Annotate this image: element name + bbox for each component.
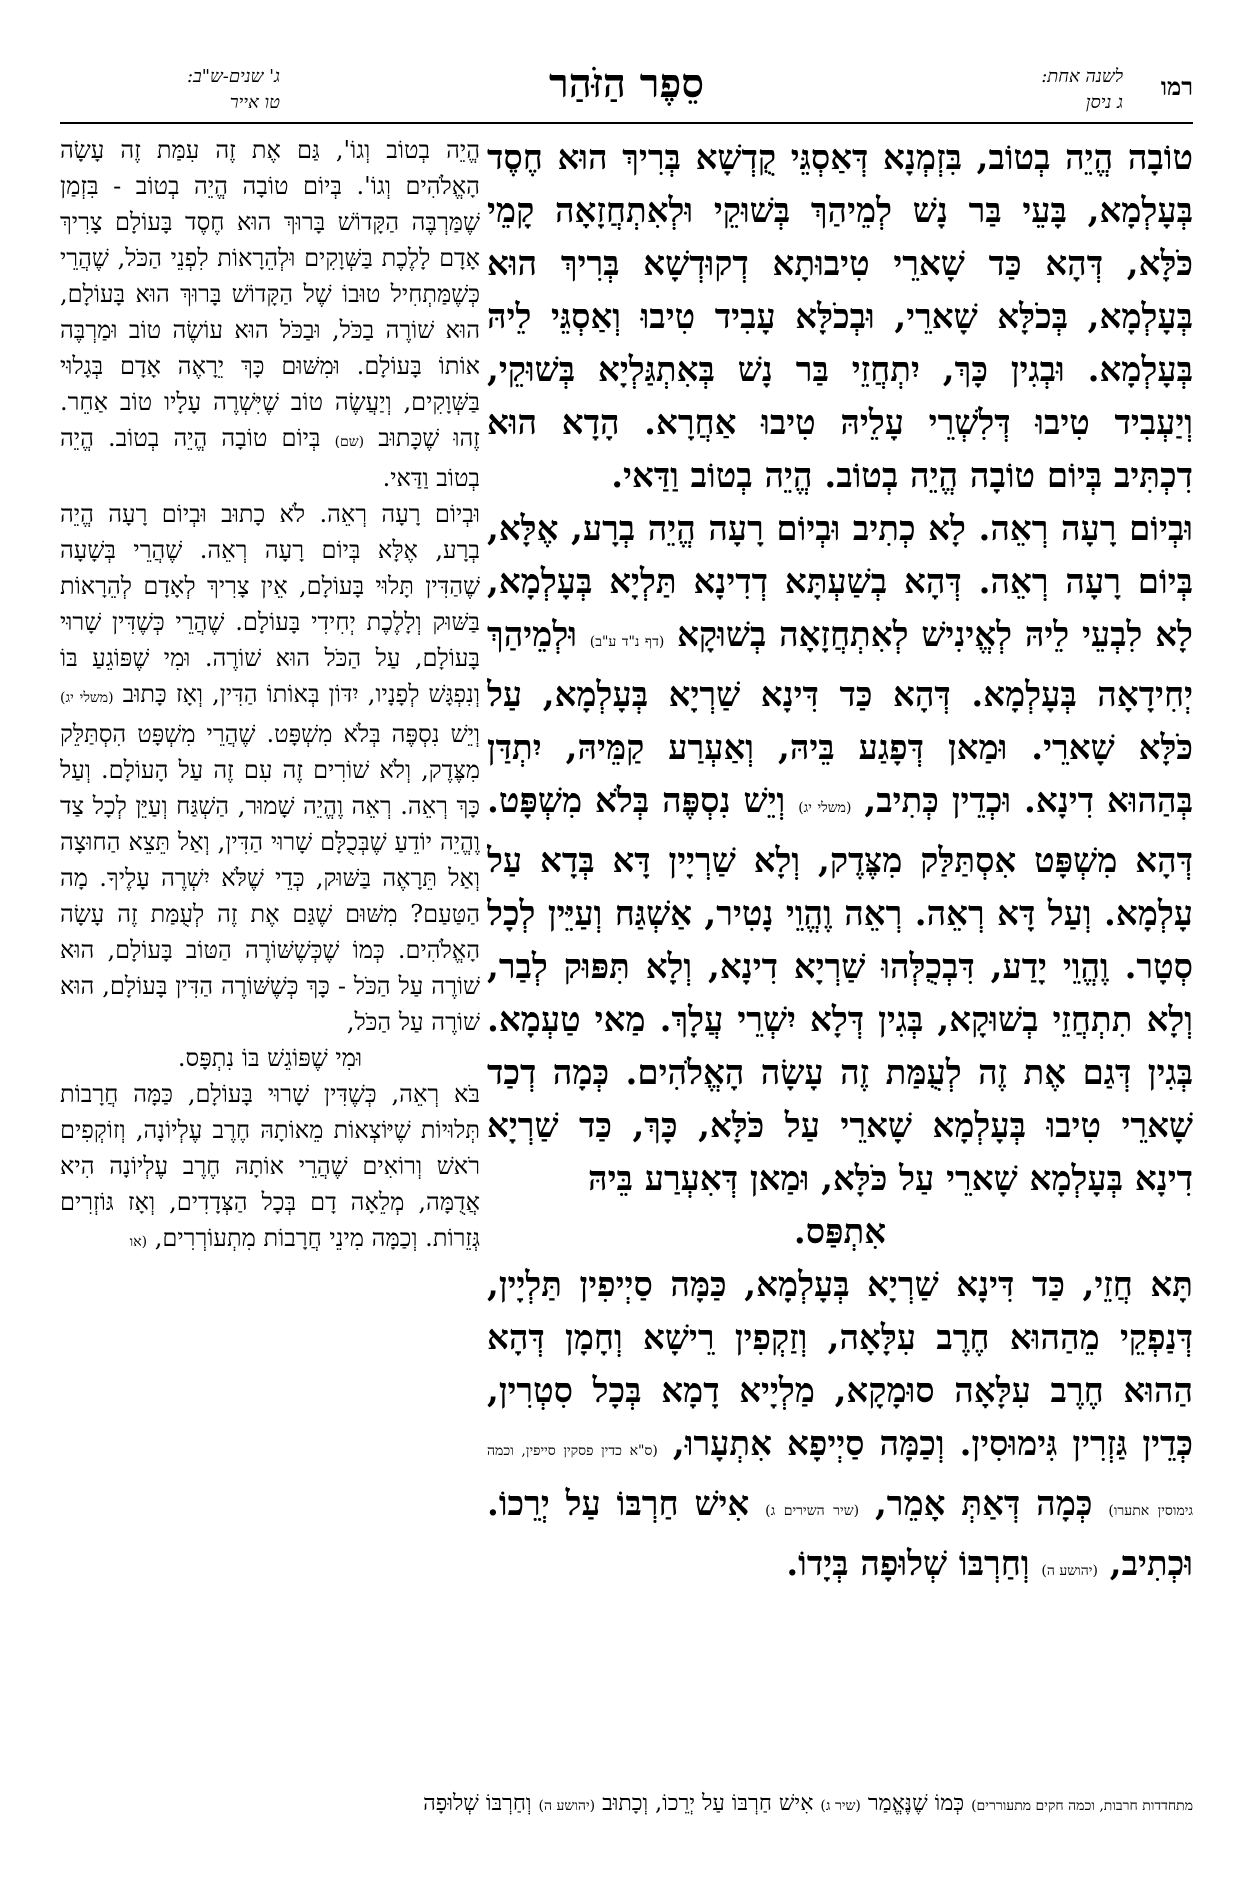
page-number: רמו: [1160, 72, 1193, 101]
translation-text: בֹּא רְאֵה, כְּשֶׁדִּין שָׁרוּי בָּעוֹלָם, כַּמָּה חֲרָבוֹת תְּלוּיוֹת שֶׁיּוֹצְאוֹת מֵאוֹתָהּ חֶרֶב עֶלְיוֹנָה, וְזוֹקְפִים רֹאשׁ וְרוֹאִים שֶׁהֲרֵי אוֹתָהּ חֶרֶב עֶלְיוֹנָה הִיא אֲדֻמָּה, מְלֵאָה דָם בְּכָל הַצְּדָדִים, וְאָז גּוֹזְרִים גְּזֵרוֹת. וְכַמָּה מִינֵי חֲרָבוֹת מִתְעוֹרְרִים,: [60, 1080, 480, 1252]
main-text-column: [487, 132, 1193, 1772]
source-reference: (דף נ"ד ע"ב): [589, 634, 665, 650]
main-text: וְיֵשׁ נִסְפֶּה בְּלֹא מִשְׁפָּט. דְּהָא מִשְׁפָּט אִסְתַּלַּק מִצֶּדֶק, וְלָא שַׁרְיָין דָּא בְּדָא עַל עָלְמָא. וְעַל דָּא רְאֵה. רְאֵה וֶהֱוֵי נָטִיר, אַשְׁגַּח וְעַיֵּין לְכָל סְטָר. וֶהֱוֵי יָדַע, דִּבְכֻלְּהוּ שַׁרְיָא דִינָא, וְלָא תִּפּוּק לְבַר, וְלָא תִתְחֲזֵי בְשׁוּקָא, בְּגִין דְּלָא יִשְׁרֵי עֲלָךְ. מַאי טַעְמָא. בְּגִין דְּגַם אֶת זֶה לְעֻמַּת זֶה עָשָׂה הָאֱלֹהִים. כְּמָה דְכַד שָׁארֵי טִיבוּ בְּעָלְמָא שָׁארֵי עַל כֹּלָּא, כָּךְ, כַּד שַׁרְיָא דִינָא בְּעָלְמָא שָׁארֵי עַל כֹּלָּא, וּמַאן דְּאִעְרַע בֵּיהּ: [487, 781, 1193, 1199]
main-text: וּלְמֵיהַךְ יְחִידָאָה בְּעָלְמָא. דְּהָא כַּד דִּינָא שַׁרְיָא בְּעָלְמָא, עַל כֹּלָּא שָׁארֵי. וּמַאן דְּפָגַע בֵּיהּ, וְאַעְרַע קַמֵּיהּ, יִתְדַּן בְּהַהוּא דִינָא. וּכְדֵין כְּתִיב,: [487, 615, 1193, 821]
main-paragraph: [487, 132, 1193, 503]
cycle-label-right: לשנה אחת:: [1041, 66, 1123, 87]
footer-continuation: [60, 1786, 1193, 1826]
main-text: תָּא חֲזֵי, כַּד דִּינָא שַׁרְיָא בְּעָלְמָא, כַּמָּה סַיְיפִין תַּלְיָין, דְּנַפְקֵי מֵהַהוּא חֶרֶב עִלָּאָה, וְזַקְפִין רֵישָׁא וְחָמָן דְּהָא הַהוּא חֶרֶב עִלָּאָה סוּמָקָא, מַלְיָיא דָמָא בְּכָל סִטְרִין, כְּדֵין גַּזְרִין גִּימוּסִין. וְכַמָּה סַיְיפָא אִתְעָרוּ,: [487, 1265, 1193, 1464]
source-reference: (יהושע ה): [538, 1798, 596, 1814]
header-rule: [60, 122, 1193, 124]
translation-text: וְיֵשׁ נִסְפֶּה בְּלֹא מִשְׁפָּט. שֶׁהֲרֵי מִשְׁפָּט הִסְתַּלֵּק מִצֶּדֶק, וְלֹא שׁוֹרִים זֶה עִם זֶה עַל הָעוֹלָם. וְעַל כָּךְ רְאֵה. רְאֵה וֶהֱיֵה שָׁמוּר, הַשְׁגַּח וְעַיֵּן לְכָל צַד וֶהֱיֵה יוֹדֵעַ שֶׁבְּכֻלָּם שָׁרוּי הַדִּין, וְאַל תֵּצֵא הַחוּצָה וְאַל תֵּרָאֶה בַּשּׁוּק, כְּדֵי שֶׁלֹּא יִשְׁרֶה עָלֶיךָ. מָה הַטַּעַם? מִשּׁוּם שֶׁגַּם אֶת זֶה לְעֻמַּת זֶה עָשָׂה הָאֱלֹהִים. כְּמוֹ שֶׁכְּשֶׁשּׁוֹרֶה הַטּוֹב בָּעוֹלָם, הוּא שׁוֹרֶה עַל הַכֹּל - כָּךְ כְּשֶׁשּׁוֹרֶה הַדִּין בָּעוֹלָם, הוּא שׁוֹרֶה עַל הַכֹּל,: [60, 720, 480, 1036]
source-reference: (שיר השירים ג): [765, 1503, 860, 1519]
main-text: אִישׁ חַרְבּוֹ עַל יְרֵכוֹ. וּכְתִיב,: [487, 1484, 1193, 1584]
main-text: כְּמָה דְּאַתְּ אָמֵר,: [874, 1484, 1093, 1524]
translation-paragraph-end: [60, 1040, 480, 1076]
translation-text: וּבְיוֹם רָעָה רְאֵה. לֹא כָתוּב וּבְיוֹם רָעָה הֱיֵה בְרָע, אֶלָּא בְּיוֹם רָעָה רְאֵה. שֶׁהֲרֵי בְּשָׁעָה שֶׁהַדִּין תָּלוּי בָּעוֹלָם, אֵין צָרִיךְ לְאָדָם לְהֵרָאוֹת בַּשּׁוּק וְלָלֶכֶת יְחִידִי בָּעוֹלָם. שֶׁהֲרֵי כְּשֶׁדִּין שָׁרוּי בָּעוֹלָם, עַל הַכֹּל הוּא שׁוֹרֶה. וּמִי שֶׁפּוֹגֵעַ בּוֹ וְנִפְגָּשׁ לְפָנָיו, יִדּוֹן בְּאוֹתוֹ הַדִּין, וְאָז כָּתוּב: [60, 500, 480, 708]
footer-note: מתחדדות חרבות, וכמה חקים מתעוררים): [971, 1798, 1193, 1814]
source-reference: (יהושע ה): [1041, 1563, 1098, 1579]
book-title: סֵפֶר הַזֹּהַר: [549, 60, 704, 107]
date-label-left: טו אייר: [229, 92, 280, 113]
main-paragraph-end: [487, 1206, 1193, 1259]
source-reference: (משלי יג): [60, 690, 114, 706]
source-reference: (ס"א כדין פסקין סייפין, וכמה גימוסין אתערו): [487, 1443, 1193, 1519]
translation-column: [60, 132, 480, 1772]
translation-paragraph: [60, 132, 480, 496]
translation-text: הֱיֵה בְטוֹב וְגוֹ', גַּם אֶת זֶה עִמַּת זֶה עָשָׂה הָאֱלֹהִים וְגוֹ'. בְּיוֹם טוֹבָה הֱיֵה בְטוֹב - בִּזְמַן שֶׁמַּרְבֶּה הַקָּדוֹשׁ בָּרוּךְ הוּא חֶסֶד בָּעוֹלָם צָרִיךְ אָדָם לָלֶכֶת בַּשְּׁוָקִים וּלְהֵרָאוֹת לִפְנֵי הַכֹּל, שֶׁהֲרֵי כְּשֶׁמַּתְחִיל טוּבוֹ שֶׁל הַקָּדוֹשׁ בָּרוּךְ הוּא בָּעוֹלָם, הוּא שׁוֹרֶה בַכֹּל, וּבַכֹּל הוּא עוֹשֶׂה טוֹב וּמַרְבֶּה אוֹתוֹ בָּעוֹלָם. וּמִשּׁוּם כָּךְ יֵרָאֶה אָדָם בְּגָלוּי בַּשְּׁוָקִים, וְיַעֲשֶׂה טוֹב שֶׁיִּשְׁרֶה עָלָיו טוֹב אַחֵר. זֶהוּ שֶׁכָּתוּב: [60, 136, 480, 452]
main-text: אִתְפַּס.: [793, 1212, 887, 1252]
source-reference: (שם): [334, 434, 365, 450]
main-text: וְחַרְבּוֹ שְׁלוּפָה בְּיָדוֹ.: [786, 1544, 1030, 1584]
calendar-box-left: [60, 64, 280, 116]
footer-text: וְחַרְבּוֹ שְׁלוּפָה: [423, 1791, 532, 1816]
translation-text: וּמִי שֶׁפּוֹגֵשׁ בּוֹ נִתְפָּס.: [177, 1044, 363, 1072]
main-text: וּבְיוֹם רָעָה רְאֵה. לָא כְתִיב וּבְיוֹם רָעָה הֱיֵה בְרָע, אֶלָּא, בְּיוֹם רָעָה רְאֵה. דְּהָא בְשַׁעְתָּא דְדִינָא תַּלְיָא בְּעָלְמָא, לָא לִבְעֵי לֵיהּ לְאֱינִישׁ לְאִתְחֲזָאָה בְשׁוּקָא: [487, 509, 1193, 655]
source-reference: (משלי יג): [798, 800, 852, 816]
translation-paragraph: [60, 496, 480, 1040]
footer-text: אִישׁ חַרְבּוֹ עַל יְרֵכוֹ, וְכָתוּב: [602, 1791, 814, 1816]
translation-paragraph: [60, 1076, 480, 1260]
cycle-label-left: ג' שנים-ש"ב:: [186, 66, 280, 87]
main-paragraph: [487, 1259, 1193, 1598]
page-header: [60, 58, 1193, 128]
source-reference: (שיר ג): [820, 1798, 861, 1814]
main-text: טוֹבָה הֱיֵה בְטוֹב, בִּזְמְנָא דְּאַסְגֵּי קֻדְשָׁא בְּרִיךְ הוּא חֶסֶד בְּעָלְמָא, בָּעֵי בַּר נָשׁ לְמֵיהַךְ בְּשׁוּקֵי וּלְאִתְחֲזָאָה קָמֵי כֹּלָּא, דְּהָא כַּד שָׁארֵי טִיבוּתָא דְקוּדְשָׁא בְּרִיךְ הוּא בְּעָלְמָא, בְּכֹלָּא שָׁארֵי, וּבְכֹלָּא עָבִיד טִיבוּ וְאַסְגֵּי לֵיהּ בְּעָלְמָא. וּבְגִין כָּךְ, יִתְחֲזֵי בַּר נָשׁ בְּאִתְגַּלְיָא בְּשׁוּקֵי, וְיַעְבִיד טִיבוּ דְּלִשְׁרֵי עָלֵיהּ טִיבוּ אַחֲרָא. הָדָא הוּא דִכְתִּיב בְּיוֹם טוֹבָה הֱיֵה בְטוֹב. הֱיֵה בְטוֹב וַדַּאי.: [487, 138, 1193, 496]
translation-text: בְּיוֹם טוֹבָה הֱיֵה בְטוֹב. הֱיֵה בְטוֹב וַדַּאי.: [60, 424, 480, 492]
main-paragraph: [487, 503, 1193, 1206]
source-reference: (או: [129, 1234, 148, 1250]
footer-text: כְּמוֹ שֶׁנֶּאֱמַר: [867, 1791, 965, 1816]
date-label-right: ג ניסן: [1085, 92, 1123, 113]
